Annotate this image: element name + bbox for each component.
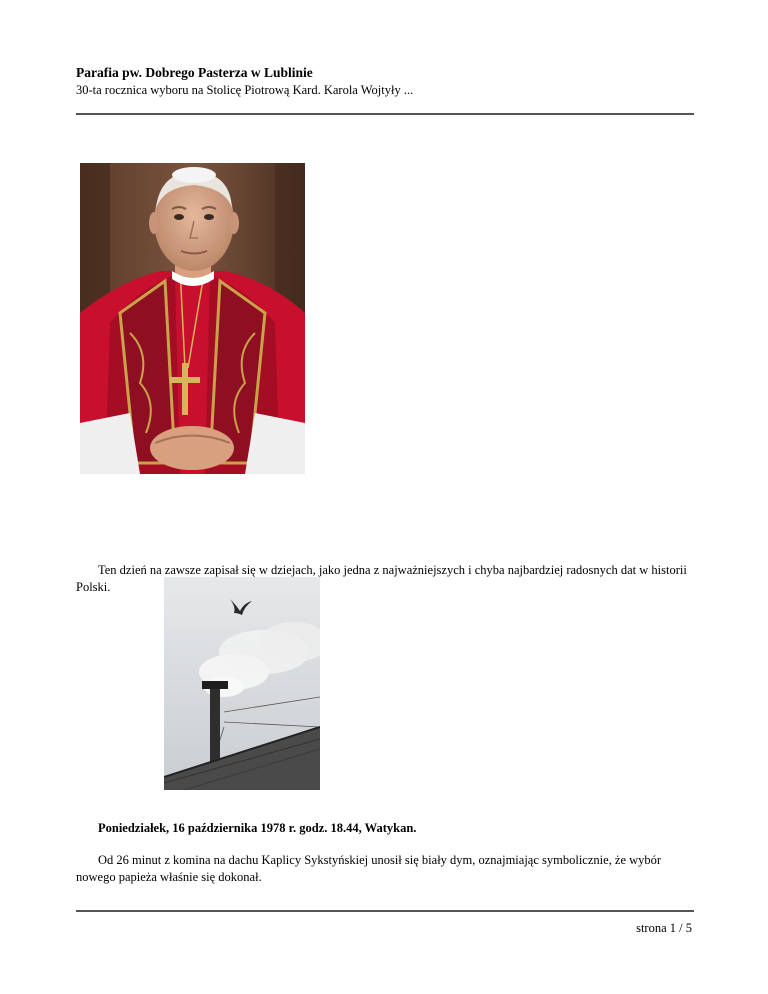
- sistine-chimney-smoke-photo: [164, 577, 320, 790]
- page-number: strona 1 / 5: [636, 921, 692, 935]
- smoke-paragraph: Od 26 minut z komina na dachu Kaplicy Sykstyńskiej unosił się biały dym, oznajmiając symbolicznie, że wybór nowego papieża właśnie się dokonał.: [76, 853, 662, 884]
- header-title: Parafia pw. Dobrego Pasterza w Lublinie: [76, 65, 313, 80]
- intro-paragraph: Ten dzień na zawsze zapisał się w dziejach, jako jedna z najważniejszych i chyba najbardziej radosnych dat w historii Polski.: [76, 563, 687, 594]
- date-heading: Poniedziałek, 16 października 1978 r. godz. 18.44, Watykan.: [98, 821, 417, 835]
- footer-divider: [76, 910, 694, 912]
- header-subtitle: 30-ta rocznica wyboru na Stolicę Piotrową Kard. Karola Wojtyły ...: [76, 83, 414, 97]
- header-divider: [76, 113, 694, 115]
- pope-portrait-photo: [80, 163, 305, 474]
